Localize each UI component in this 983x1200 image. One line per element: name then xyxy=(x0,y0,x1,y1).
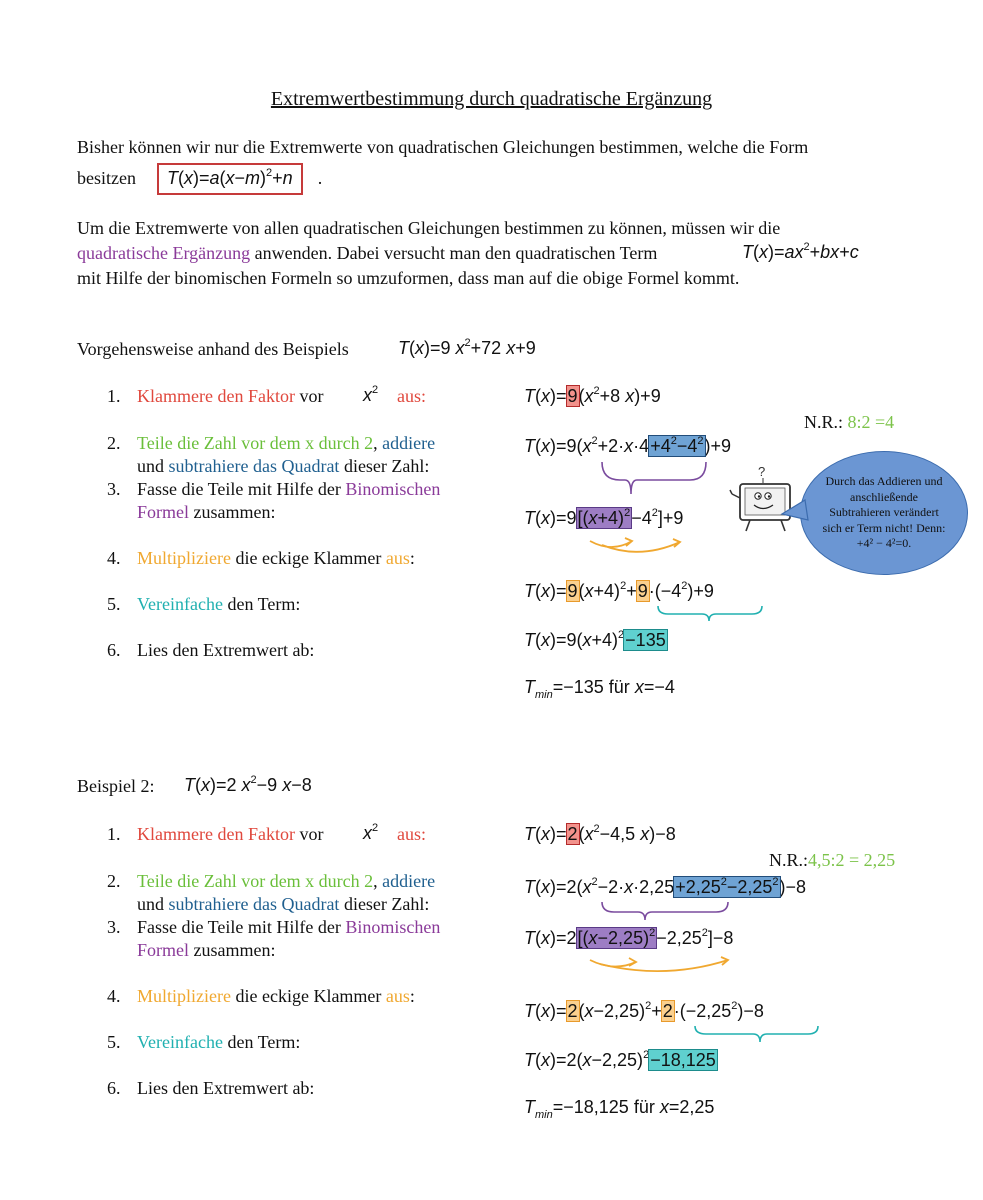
ex1-calc-2: $T(x)=9(x^2+2\cdot x\cdot 4+4^2-4^2)+9$ xyxy=(524,435,732,456)
step1-x-squared: $x^2$ xyxy=(363,822,379,843)
intro-line-1: Bisher können wir nur die Extremwerte von quadratischen Gleichungen bestimmen, welche die Form xyxy=(77,137,809,157)
ex1-result: $T_{min}=-135$ für x=−4 xyxy=(524,677,675,701)
example1-heading: Vorgehensweise anhand des Beispiels xyxy=(77,339,349,359)
orange-arrow-ex2-a xyxy=(590,960,636,967)
explanation-bubble xyxy=(800,451,968,575)
teal-brace-ex1 xyxy=(658,606,762,621)
example2-heading: Beispiel 2: xyxy=(77,776,155,796)
intro-period: . xyxy=(317,168,323,188)
ex2-nebenrechnung: N.R.:4,5:2 = 2,25 xyxy=(769,850,896,870)
mascot-monitor-icon xyxy=(730,464,790,531)
step1-aus: aus: xyxy=(397,824,427,844)
step1-aus: aus: xyxy=(397,386,427,406)
step1-x-squared: $x^2$ xyxy=(363,384,379,405)
ex2-calc-2: $T(x)=2(x^2-2\cdot x\cdot 2,25+2,25^2-2,25^2)-8$ xyxy=(524,876,807,897)
vertex-form-formula: $T(x)=a(x-m)^2+n$ xyxy=(157,163,303,195)
teal-brace-ex2 xyxy=(695,1026,818,1042)
svg-text:?: ? xyxy=(758,464,766,479)
explanation-bubble-text: Durch das Addieren und anschließende Subtrahieren verändert sich er Term nicht! Denn: +4² − 4²=0. xyxy=(822,474,946,551)
ex1-calc-5: $T(x)=9(x+4)^2-135$ xyxy=(524,629,666,650)
ex2-calc-4: $T(x)=2(x-2,25)^2+2\cdot(-2,25^2)-8$ xyxy=(524,1000,764,1021)
ex2-result: $T_{min}=-18,125$ für x=2,25 xyxy=(524,1097,715,1121)
general-quadratic-formula: $T(x)=ax^2+bx+c$ xyxy=(742,241,859,262)
example1-function: T(x)=9 $x^2+72$ x+9 xyxy=(398,337,536,358)
para2-line-1: Um die Extremwerte von allen quadratischen Gleichungen bestimmen zu können, müssen wir die xyxy=(77,218,781,238)
orange-arrow-ex2-b xyxy=(600,960,728,971)
ex2-calc-5: $T(x)=2(x-2,25)^2-18,125$ xyxy=(524,1049,716,1070)
ex1-calc-1: $T(x)=9(x^2+8$ x)+9 xyxy=(524,385,661,406)
intro-besitzen: besitzen xyxy=(77,168,136,188)
ex2-calc-1: $T(x)=2(x^2-4,5$ x)−8 xyxy=(524,823,676,844)
ex1-calc-3: $T(x)=9[(x+4)^2-4^2]+9$ xyxy=(524,507,684,528)
orange-arrow-ex1-a xyxy=(590,541,632,547)
purple-brace-ex2 xyxy=(602,902,728,920)
para2-line-2-rest: anwenden. Dabei versucht man den quadratischen Term xyxy=(254,243,658,263)
ex1-calc-4: $T(x)=9(x+4)^2+9\cdot(-4^2)+9$ xyxy=(524,580,714,601)
purple-brace-ex1 xyxy=(602,462,706,494)
para2-line-3: mit Hilfe der binomischen Formeln so umzuformen, dass man auf die obige Formel kommt. xyxy=(77,268,740,288)
ex2-calc-3: $T(x)=2[(x-2,25)^2-2,25^2]-8$ xyxy=(524,927,734,948)
orange-arrow-ex1-b xyxy=(602,542,680,552)
page-title: Extremwertbestimmung durch quadratische Ergänzung xyxy=(270,88,713,110)
quadratische-ergaenzung-term: quadratische Ergänzung xyxy=(77,243,251,263)
example2-function: T(x)=2 $x^2-9$ x−8 xyxy=(184,774,312,795)
ex1-nebenrechnung: N.R.: 8:2 =4 xyxy=(804,412,895,432)
para2-line-2 xyxy=(77,241,657,266)
intro-line-2 xyxy=(77,163,322,195)
